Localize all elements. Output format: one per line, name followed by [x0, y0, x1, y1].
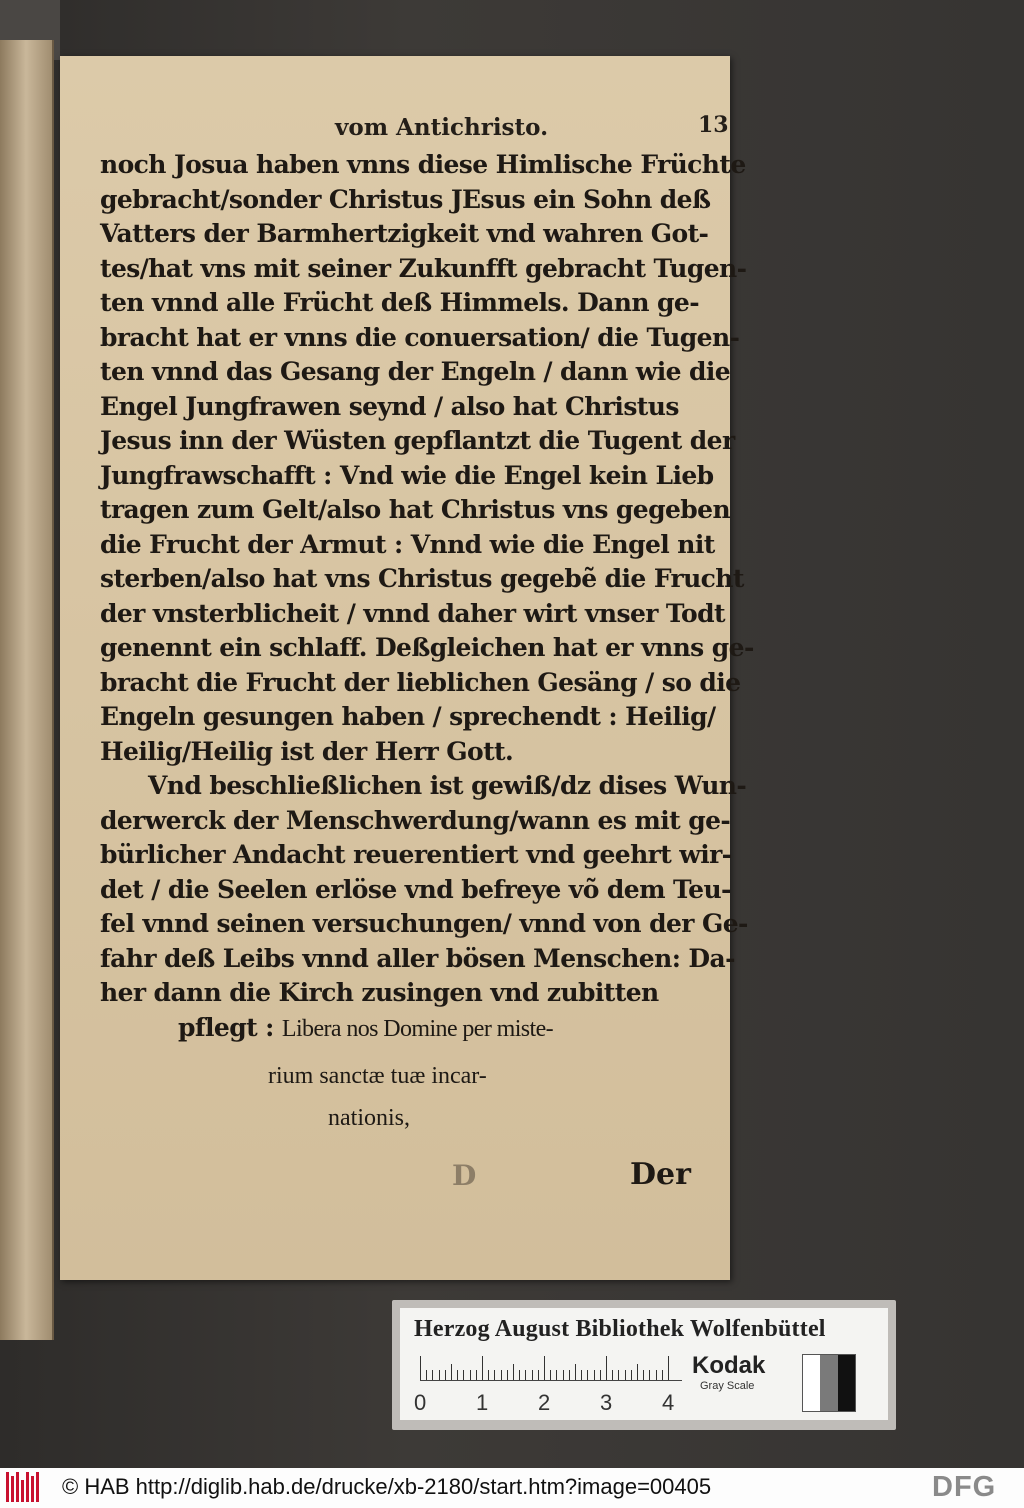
- text-line: Jesus inn der Wüsten gepflantzt die Tugent der: [100, 426, 735, 455]
- ruler-tick: [426, 1370, 427, 1380]
- ruler-tick: [439, 1370, 440, 1380]
- ruler-tick: [463, 1370, 464, 1380]
- latin-text: Libera nos Domine per miste-: [281, 1015, 554, 1042]
- ruler-tick: [587, 1370, 588, 1380]
- ruler-tick: [532, 1370, 533, 1380]
- gray-swatch: [820, 1355, 837, 1411]
- kodak-logo: Kodak: [692, 1352, 766, 1379]
- gray-swatches: [802, 1354, 856, 1412]
- latin-prayer-line-2: [100, 1055, 720, 1097]
- ruler-tick: [643, 1370, 644, 1380]
- label-panel: [400, 1308, 888, 1420]
- paragraph-1: [100, 148, 754, 769]
- ruler-tick: [494, 1370, 495, 1380]
- text-line: derwerck der Menschwerdung/wann es mit ge-: [100, 805, 731, 835]
- text-line: ten vnnd das Gesang der Engeln / dann wie die: [100, 357, 731, 386]
- ruler-tick: [563, 1370, 564, 1380]
- ruler-tick: [556, 1370, 557, 1380]
- ruler-number: 2: [538, 1390, 551, 1415]
- library-title: Herzog August Bibliothek Wolfenbüttel: [414, 1316, 826, 1342]
- ruler-tick: [594, 1370, 595, 1380]
- ruler-tick: [668, 1356, 669, 1380]
- paragraph-2: [100, 769, 748, 1011]
- text-line: fahr deß Leibs vnnd aller bösen Menschen: Da-: [100, 943, 735, 973]
- ruler-tick: [420, 1356, 421, 1380]
- ruler-tick: [544, 1356, 545, 1380]
- ruler-tick: [637, 1364, 638, 1380]
- ruler-tick: [457, 1370, 458, 1380]
- text-line: bracht hat er vnns die conuersation/ die Tugen-: [100, 322, 740, 352]
- dfg-logo: DFG: [932, 1471, 997, 1503]
- text-line: Jungfrawschafft : Vnd wie die Engel kein Lieb: [100, 460, 714, 490]
- text-line: Heilig/Heilig ist der Herr Gott.: [100, 736, 514, 766]
- text-line: bracht die Frucht der lieblichen Gesäng / so die: [100, 667, 741, 697]
- text-line: Engel Jungfrawen seynd / also hat Christus: [100, 391, 679, 421]
- ruler-numbers: [414, 1390, 694, 1414]
- ruler-tick: [476, 1370, 477, 1380]
- text-line: ten vnnd alle Frücht deß Himmels. Dann ge-: [100, 288, 699, 317]
- ruler-number: 4: [662, 1390, 675, 1415]
- ruler-tick: [569, 1370, 570, 1380]
- ruler-tick: [432, 1370, 433, 1380]
- ruler-scale: [420, 1356, 682, 1382]
- text-line: noch Josua haben vnns diese Himlische Früchte: [100, 150, 746, 179]
- text-line: Engeln gesungen haben / sprechendt : Heilig/: [100, 702, 716, 731]
- ruler-number: 3: [600, 1390, 613, 1415]
- pflegt-word: pflegt :: [178, 1012, 274, 1042]
- ruler-tick: [501, 1370, 502, 1380]
- ruler-tick: [649, 1370, 650, 1380]
- text-line: genennt ein schlaff. Deßgleichen hat er vnns ge-: [100, 633, 754, 662]
- text-line: tes/hat vns mit seiner Zukunfft gebracht Tugen-: [100, 253, 747, 283]
- ruler-tick: [451, 1364, 452, 1380]
- text-line: Vatters der Barmhertzigkeit vnd wahren Got-: [100, 219, 709, 248]
- ruler-tick: [575, 1364, 576, 1380]
- signature-mark: D: [452, 1158, 477, 1192]
- text-line: der vnsterblicheit / vnnd daher wirt vnser Todt: [100, 598, 725, 628]
- previous-page-edge: [0, 40, 54, 1340]
- ruler-tick: [606, 1356, 607, 1380]
- page-footer: [100, 1149, 720, 1209]
- latin-prayer-line-1: [100, 1013, 720, 1055]
- ruler-tick: [538, 1370, 539, 1380]
- ruler-tick: [513, 1364, 514, 1380]
- ruler-tick: [550, 1370, 551, 1380]
- gray-swatch: [803, 1355, 820, 1411]
- color-scale-card: [392, 1300, 896, 1430]
- ruler-tick: [618, 1370, 619, 1380]
- ruler-tick: [525, 1370, 526, 1380]
- text-line: fel vnnd seinen versuchungen/ vnnd von der Ge-: [100, 909, 748, 938]
- text-line: her dann die Kirch zusingen vnd zubitten: [100, 978, 659, 1007]
- text-line: det / die Seelen erlöse vnd befreye võ dem Teu-: [100, 874, 731, 904]
- book-page: [60, 56, 754, 1280]
- text-line: die Frucht der Armut : Vnnd wie die Engel nit: [100, 529, 715, 559]
- ruler-number: 0: [414, 1390, 427, 1415]
- text-line: gebracht/sonder Christus JEsus ein Sohn deß: [100, 184, 711, 214]
- ruler-tick: [519, 1370, 520, 1380]
- catchword: Der: [630, 1156, 691, 1192]
- hab-logo-icon: [6, 1472, 40, 1504]
- text-line: tragen zum Gelt/also hat Christus vns gegeben: [100, 495, 731, 524]
- ruler-tick: [482, 1356, 483, 1380]
- latin-text: nationis,: [328, 1104, 410, 1131]
- ruler-tick: [488, 1370, 489, 1380]
- copyright-link[interactable]: © HAB http://diglib.hab.de/drucke/xb-2180/start.htm?image=00405: [62, 1474, 712, 1499]
- ruler-tick: [662, 1370, 663, 1380]
- page-header: [100, 112, 729, 148]
- text-line: bürlicher Andacht reuerentiert vnd geehrt wir-: [100, 840, 732, 869]
- ruler-tick: [625, 1370, 626, 1380]
- ruler-tick: [581, 1370, 582, 1380]
- gray-scale-label: Gray Scale: [700, 1380, 755, 1392]
- ruler-tick: [612, 1370, 613, 1380]
- gray-swatch: [838, 1355, 855, 1411]
- latin-prayer-line-3: [100, 1097, 720, 1139]
- ruler-tick: [600, 1370, 601, 1380]
- text-line: sterben/also hat vns Christus gegebẽ die Frucht: [100, 564, 744, 593]
- ruler-tick: [445, 1370, 446, 1380]
- ruler-tick: [470, 1370, 471, 1380]
- ruler-tick: [656, 1370, 657, 1380]
- page-text-block: [100, 112, 754, 1209]
- ruler-tick: [631, 1370, 632, 1380]
- ruler-tick: [507, 1370, 508, 1380]
- running-head: vom Antichristo.: [335, 114, 549, 141]
- viewer-footer: [0, 1468, 1024, 1508]
- page-number: 13: [698, 112, 729, 138]
- latin-text: rium sanctæ tuæ incar-: [268, 1062, 487, 1089]
- text-line: Vnd beschließlichen ist gewiß/dz dises Wun-: [148, 771, 747, 800]
- ruler-baseline: [420, 1380, 682, 1381]
- ruler-number: 1: [476, 1390, 489, 1415]
